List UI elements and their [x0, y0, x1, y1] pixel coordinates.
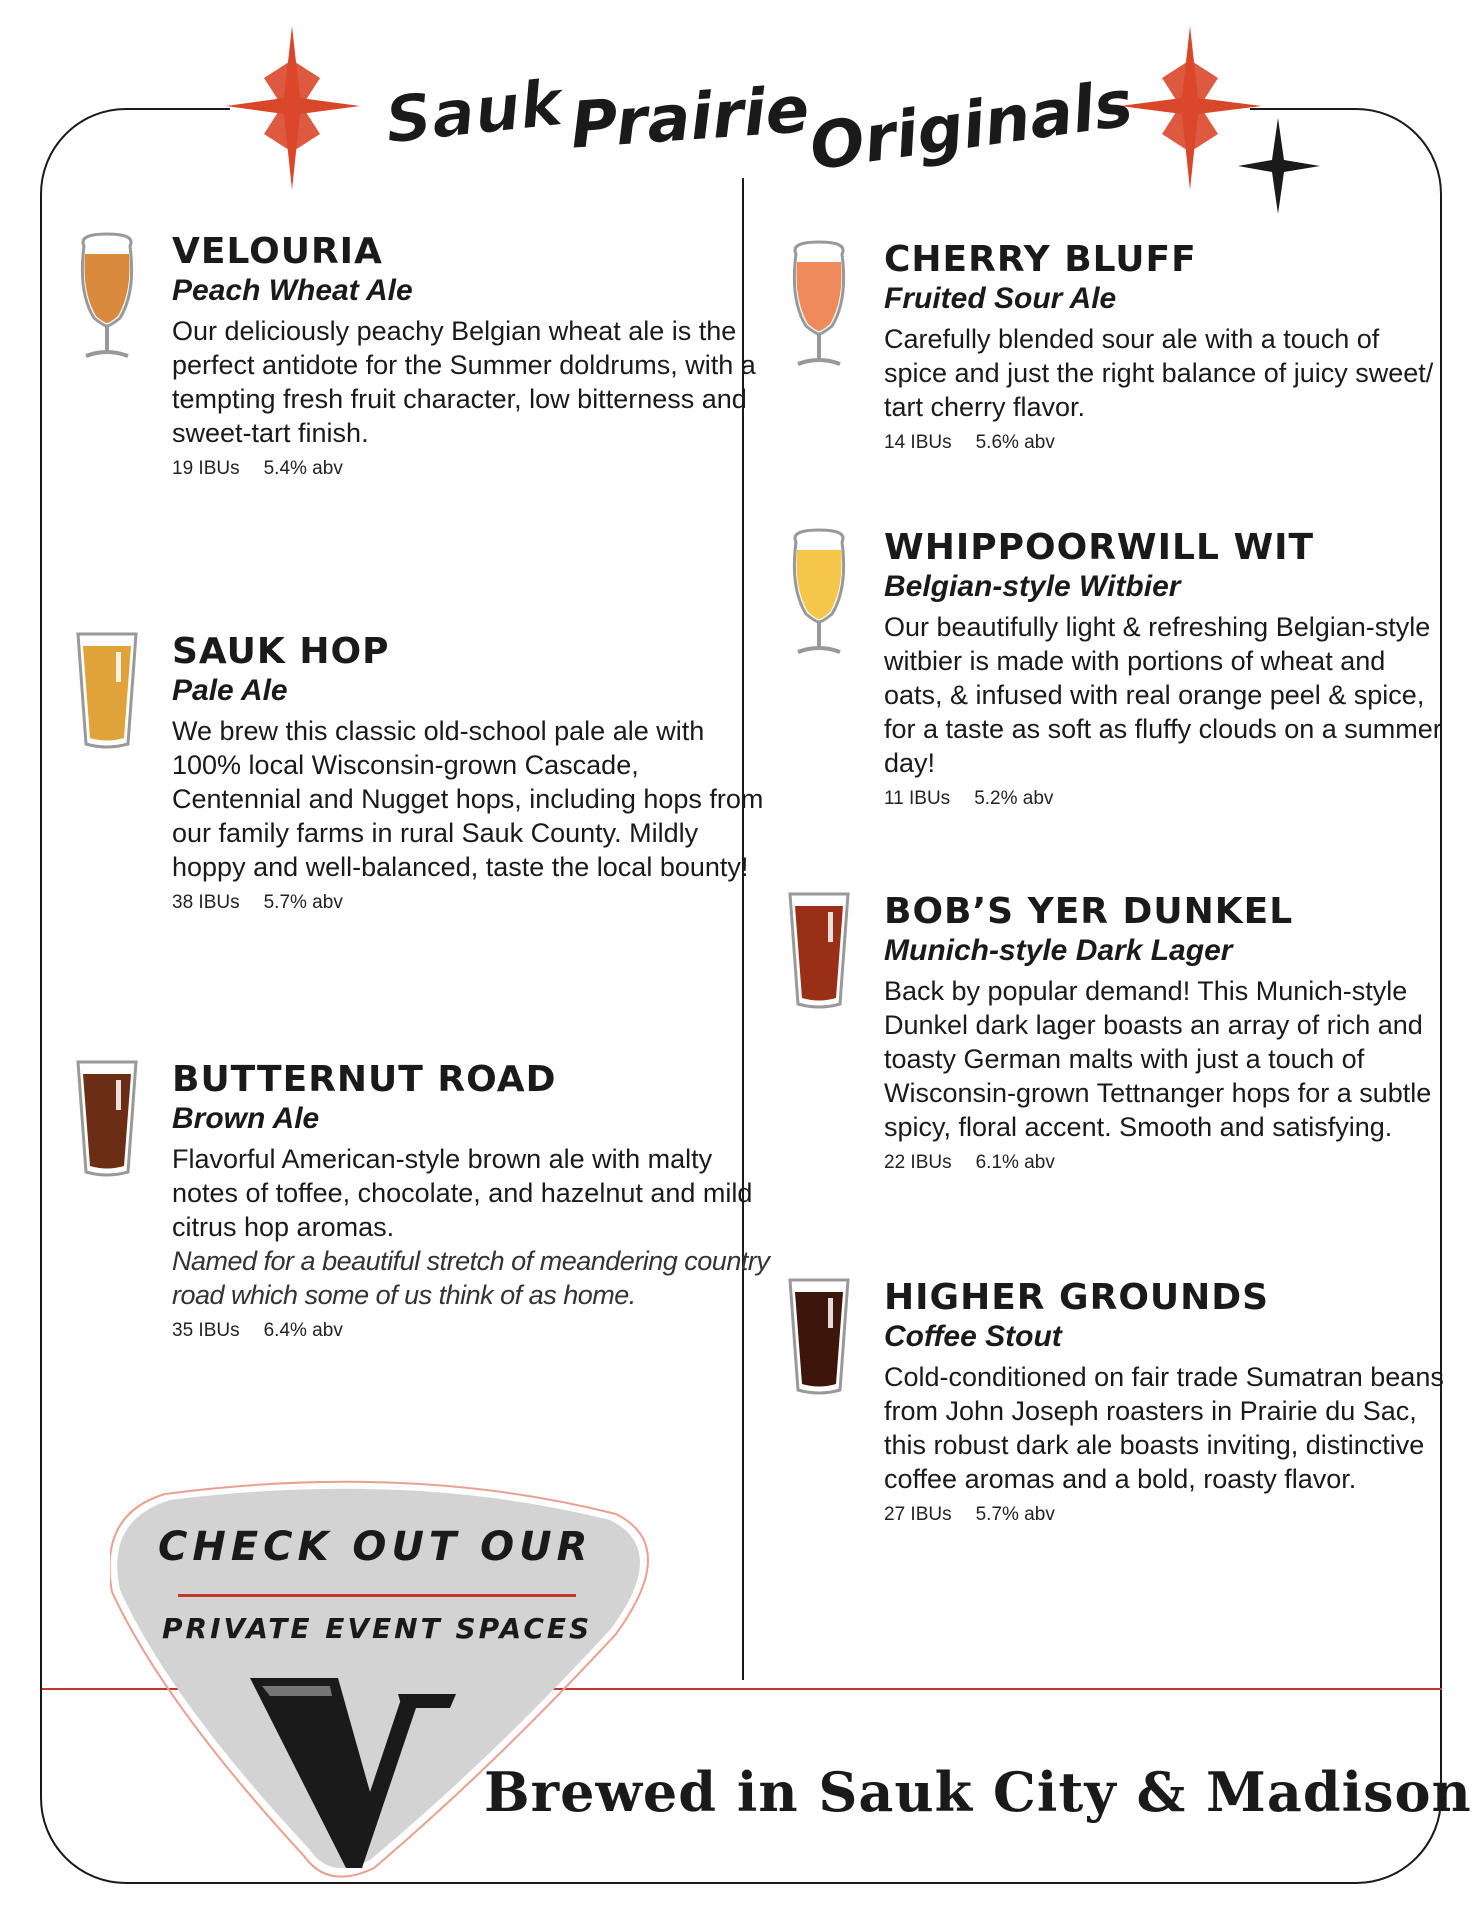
beer-stats [884, 1504, 1444, 1526]
beer-ibus: 27 IBUs [884, 1504, 952, 1525]
footer-tagline: Brewed in Sauk City & Madison [484, 1760, 1472, 1824]
beer-name: WHIPPOORWILL WIT [884, 527, 1315, 568]
beer-stats [884, 788, 1444, 810]
beer-name: BUTTERNUT ROAD [172, 1059, 557, 1100]
title-word-sauk: Sauk [381, 66, 567, 159]
beer-name: CHERRY BLUFF [884, 239, 1197, 280]
beer-abv: 5.7% abv [263, 892, 343, 913]
beer-abv: 5.4% abv [263, 458, 343, 479]
beer-ibus: 14 IBUs [884, 432, 952, 453]
beer-ibus: 22 IBUs [884, 1152, 952, 1173]
beer-name: SAUK HOP [172, 631, 390, 672]
beer-stats [884, 432, 1444, 454]
beer-name: HIGHER GROUNDS [884, 1277, 1270, 1318]
beer-style: Coffee Stout [884, 1320, 1062, 1353]
beer-abv: 6.4% abv [263, 1320, 343, 1341]
beer-style: Brown Ale [172, 1102, 320, 1135]
beer-abv: 6.1% abv [975, 1152, 1055, 1173]
beer-style: Fruited Sour Ale [884, 282, 1117, 315]
tulip-glass-icon [76, 232, 138, 362]
beer-description: Carefully blended sour ale with a touch of spice and just the right balance of juicy sweet/ tart cherry flavor. [884, 324, 1434, 422]
tulip-glass-icon [788, 528, 850, 658]
tulip-glass-icon [788, 240, 850, 370]
beer-style: Munich-style Dark Lager [884, 934, 1233, 967]
beer-stats [172, 458, 772, 480]
beer-name: BOB’S YER DUNKEL [884, 891, 1294, 932]
beer-ibus: 11 IBUs [884, 788, 951, 809]
beer-abv: 5.6% abv [975, 432, 1055, 453]
beer-stats [172, 892, 772, 914]
beer-description: Our deliciously peachy Belgian wheat ale is the perfect antidote for the Summer doldrums, with a tempting fresh fruit character, low bitterness and sweet-tart finish. [172, 316, 756, 448]
beer-style: Pale Ale [172, 674, 288, 707]
star-icon [1120, 26, 1262, 190]
pint-glass-icon [788, 1278, 850, 1396]
beer-style: Belgian-style Witbier [884, 570, 1181, 603]
title-word-prairie: Prairie [568, 73, 812, 164]
beer-abv: 5.7% abv [975, 1504, 1055, 1525]
beer-description: Flavorful American-style brown ale with malty notes of toffee, chocolate, and hazelnut and mild citrus hop aromas. [172, 1144, 753, 1242]
beer-ibus: 38 IBUs [172, 892, 240, 913]
beer-stats [172, 1320, 784, 1342]
beer-description: Our beautifully light & refreshing Belgian-style witbier is made with portions of wheat and oats, & infused with real orange peel & spice, for a taste as soft as fluffy clouds on a summer day! [884, 612, 1442, 778]
pint-glass-icon [76, 632, 138, 750]
beer-stats [884, 1152, 1444, 1174]
beer-ibus: 35 IBUs [172, 1320, 240, 1341]
beer-name: VELOURIA [172, 231, 383, 272]
logo-v-icon [250, 1672, 470, 1872]
beer-description: We brew this classic old-school pale ale with 100% local Wisconsin-grown Cascade, Centennial and Nugget hops, including hops from our family farms in rural Sauk County. Mildly hoppy and well-balanced, taste the local bounty! [172, 716, 764, 882]
promo-heading: CHECK OUT OUR [158, 1524, 593, 1570]
pint-glass-icon [788, 892, 850, 1010]
title-word-originals: Originals [805, 66, 1138, 186]
beer-description: Cold-conditioned on fair trade Sumatran beans from John Joseph roasters in Prairie du Sac, this robust dark ale boasts inviting, distinctive coffee aromas and a bold, roasty flavor. [884, 1362, 1444, 1494]
beer-style: Peach Wheat Ale [172, 274, 413, 307]
pint-glass-icon [76, 1060, 138, 1178]
promo-divider [178, 1594, 576, 1597]
beer-abv: 5.2% abv [974, 788, 1054, 809]
star-icon [1238, 118, 1320, 214]
beer-ibus: 19 IBUs [172, 458, 240, 479]
star-icon [226, 26, 360, 190]
beer-note: Named for a beautiful stretch of meandering country road which some of us think of as home. [172, 1246, 770, 1310]
promo-subheading: PRIVATE EVENT SPACES [162, 1612, 593, 1645]
beer-description: Back by popular demand! This Munich-style Dunkel dark lager boasts an array of rich and toasty German malts with just a touch of Wisconsin-grown Tettnanger hops for a subtle spicy, floral accent. Smooth and satisfying. [884, 976, 1432, 1142]
